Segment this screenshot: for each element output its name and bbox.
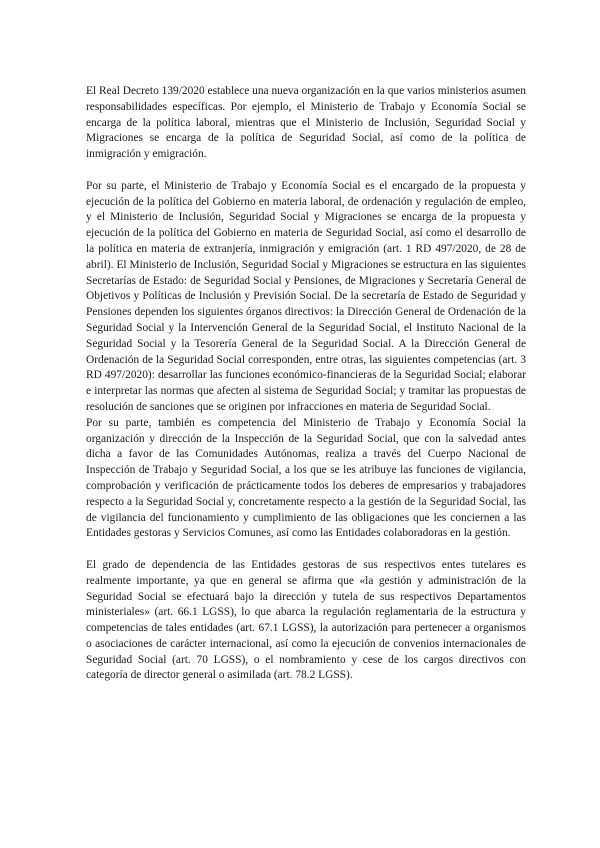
paragraph-inspeccion: Por su parte, también es competencia del Ministerio de Trabajo y Economía Social la organización y dirección de la Inspección de la Seguridad Social, que con la salvedad antes dicha a favor de las Comunidades Autónomas, realiza a través del Cuerpo Nacional de Inspección de Trabajo y Seguridad Social, a los que se les atribuye las funciones de vigilancia, comprobación y verificación de prácticamente todos los deberes de empresarios y trabajadores respecto a la Seguridad Social y, concretamente respecto a la gestión de la Seguridad Social, las de vigilancia del funcionamiento y cumplimiento de las obligaciones que les conciernen a las Entidades gestoras y Servicios Comunes, así como las Entidades colaboradoras en la gestión. (86, 416, 526, 540)
paragraph-ministerio-trabajo: Por su parte, el Ministerio de Trabajo y Economía Social es el encargado de la propuesta y ejecución de la política del Gobierno en materia laboral, de ordenación y regulación de empleo, y el Ministerio de Inclusión, Seguridad Social y Migraciones se encarga de la propuesta y ejecución de la política del Gobierno en materia de Seguridad Social, así como el desarrollo de la política en materia de extranjería, inmigración y emigración (art. 1 RD 497/2020, de 28 de abril). El Ministerio de Inclusión, Seguridad Social y Migraciones se estructura en las siguientes Secretarías de Estado: de Seguridad Social y Pensiones, de Migraciones y Secretaría General de Objetivos y Políticas de Inclusión y Previsión Social. De la secretaría de Estado de Seguridad y Pensiones dependen los siguientes órganos directivos: la Dirección General de Ordenación de la Seguridad Social y la Intervención General de la Seguridad Social, el Instituto Nacional de la Seguridad Social y la Tesorería General de la Seguridad Social. A la Dirección General de Ordenación de la Seguridad Social corresponden, entre otras, las siguientes competencias (art. 3 RD 497/2020): desarrollar las funciones económico-financieras de la Seguridad Social; elaborar e interpretar las normas que afecten al sistema de Seguridad Social; y tramitar las propuestas de resolución de sanciones que se originen por infracciones en materia de Seguridad Social. (86, 179, 526, 413)
paragraph-grado-dependencia: El grado de dependencia de las Entidades gestoras de sus respectivos entes tutelares es realmente importante, ya que en general se afirma que «la gestión y administración de la Seguridad Social se efectuará bajo la dirección y tutela de sus respectivos Departamentos ministeriales» (art. 66.1 LGSS), lo que abarca la regulación reglamentaria de la estructura y competencias de tales entidades (art. 67.1 LGSS), la autorización para pertenecer a organismos o asociaciones de carácter internacional, así como la ejecución de convenios internacionales de Seguridad Social (art. 70 LGSS), o el nombramiento y cese de los cargos directivos con categoría de director general o asimilada (art. 78.2 LGSS). (86, 558, 526, 682)
paragraph-spacer (86, 542, 526, 558)
paragraph-real-decreto: El Real Decreto 139/2020 establece una nueva organización en la que varios ministerios asumen responsabilidades específicas. Por ejemplo, el Ministerio de Trabajo y Economía Social se encarga de la política laboral, mientras que el Ministerio de Inclusión, Seguridad Social y Migraciones se encarga de la política de Seguridad Social, así como de la política de inmigración y emigración. (86, 85, 526, 161)
document-body (86, 84, 526, 684)
paragraph-spacer (86, 163, 526, 179)
